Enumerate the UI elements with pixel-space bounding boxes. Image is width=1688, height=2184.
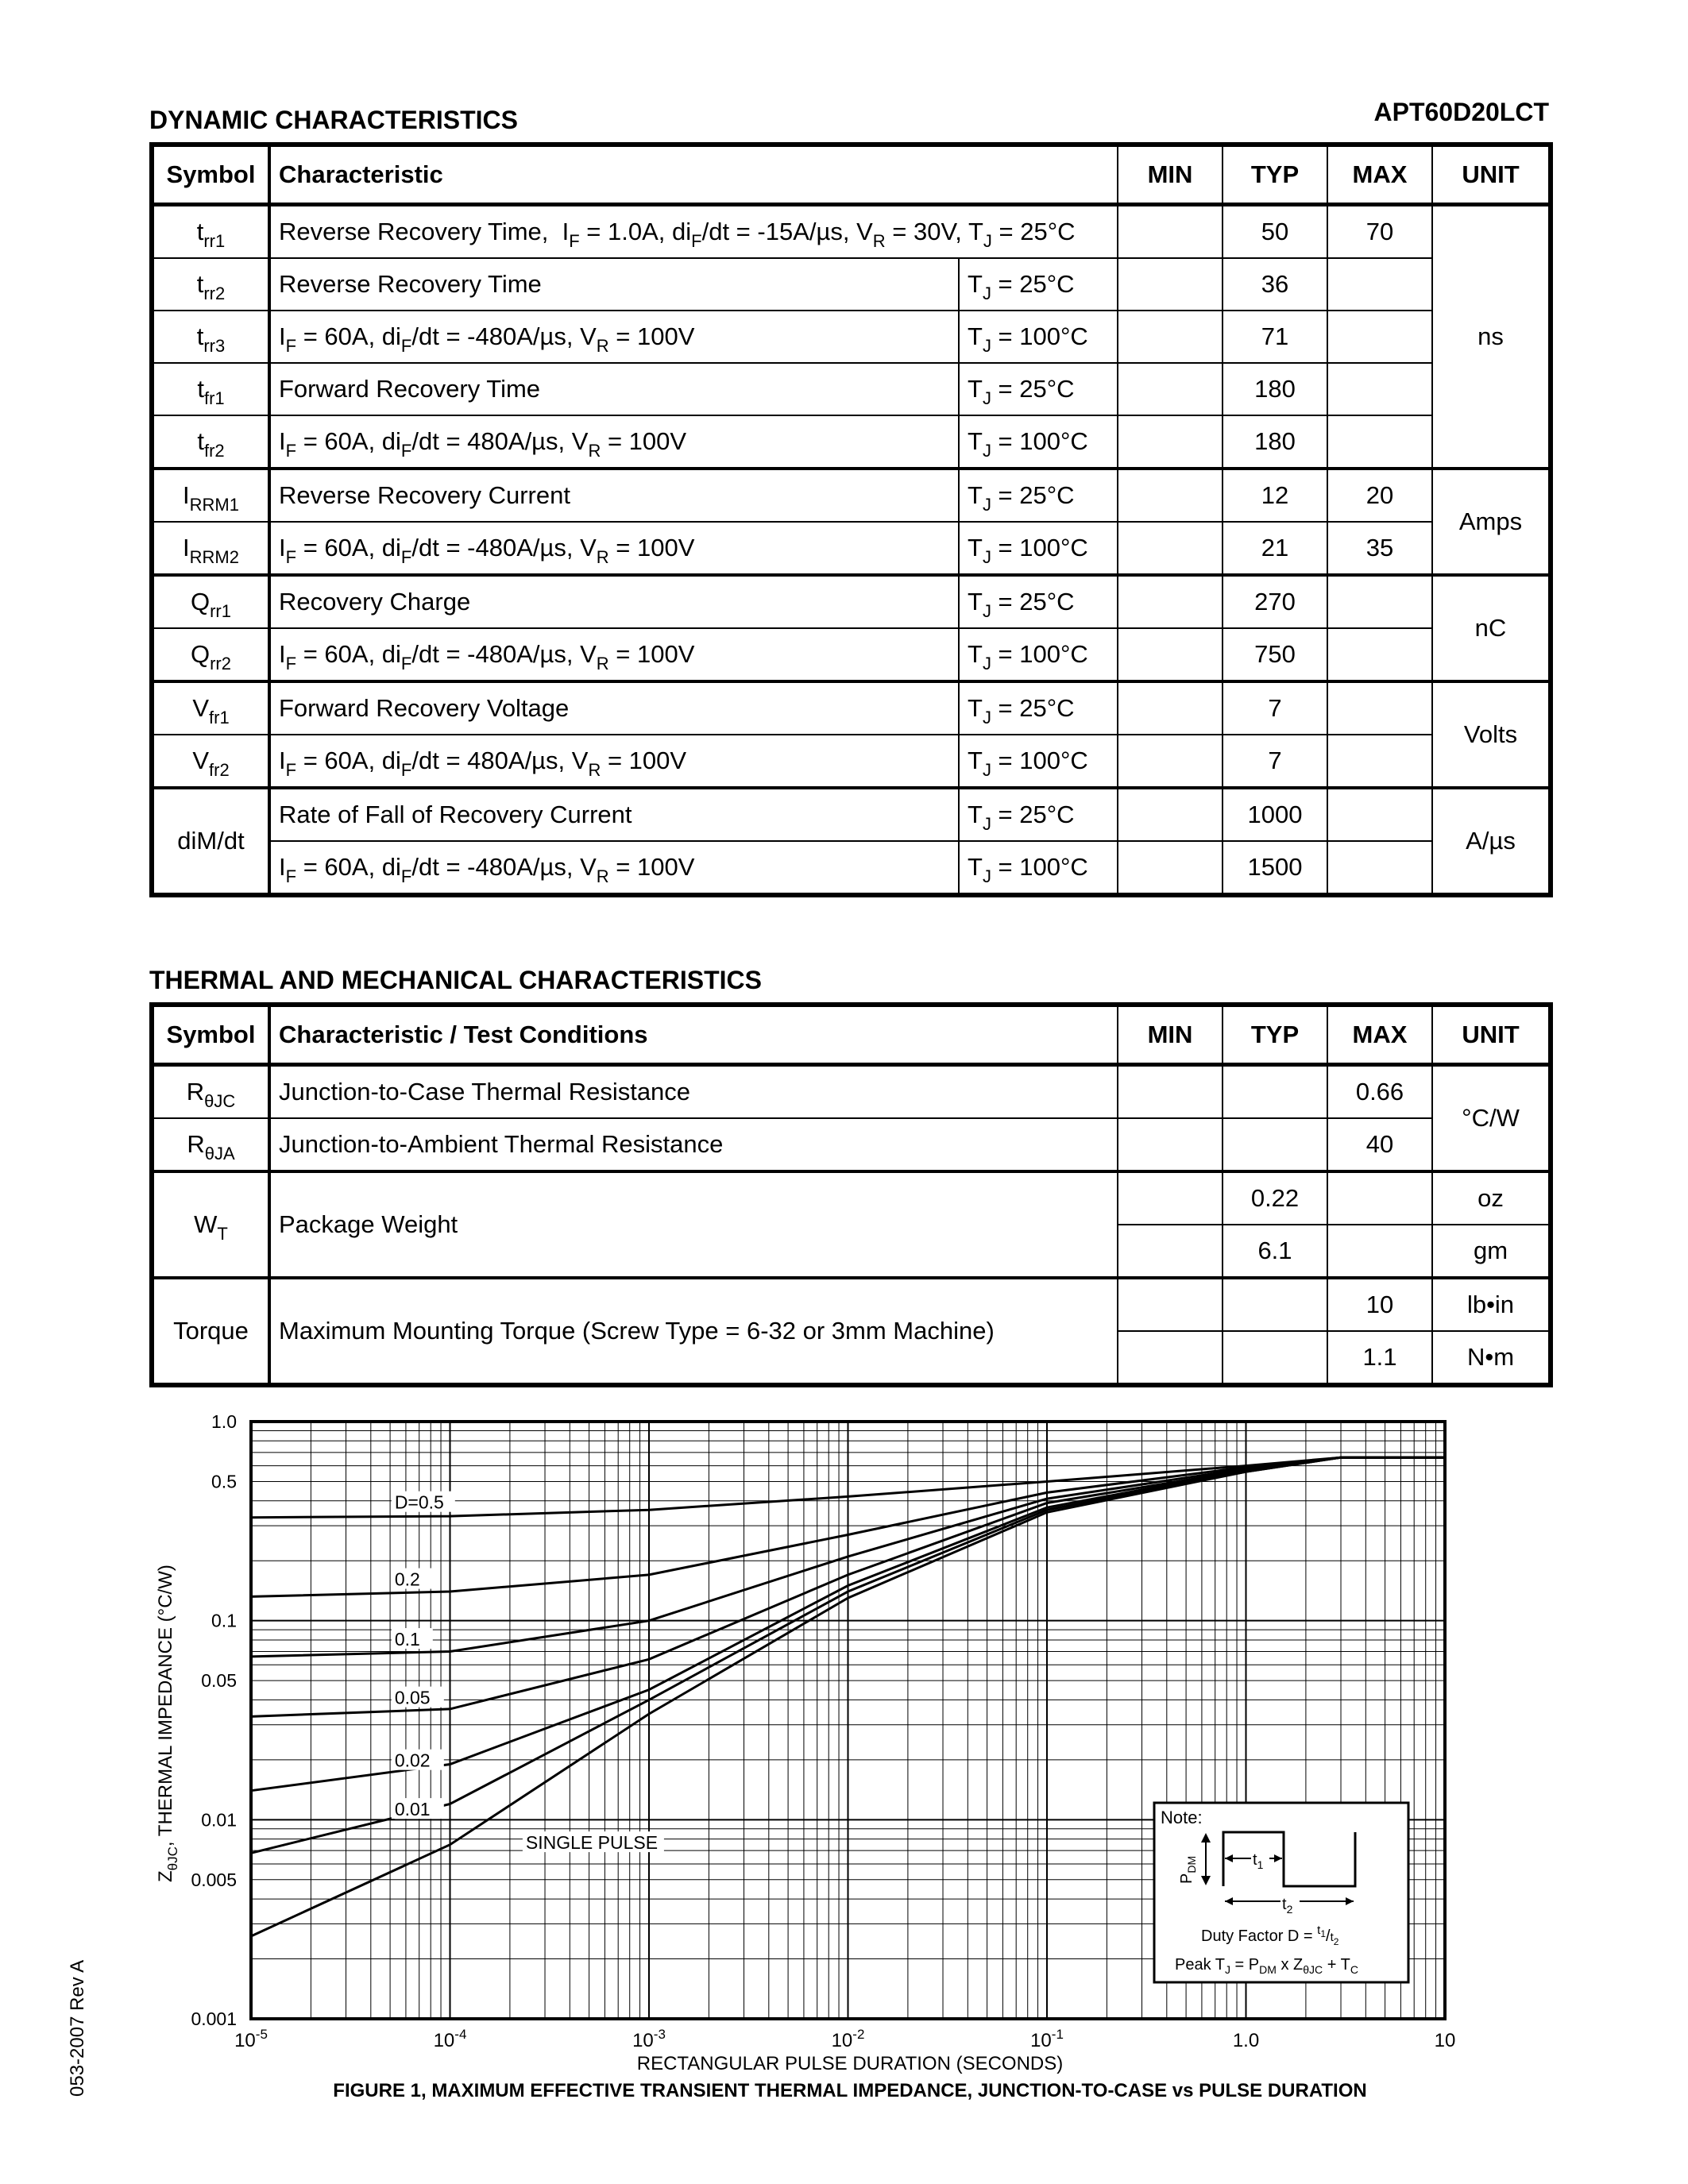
peak-tj-text: Peak $T_J = P_{DM}$ x $Z_{\theta JC} + T_C$ xyxy=(1175,1956,1358,1976)
y-axis-label-main: THERMAL IMPEDANCE (°C/W) xyxy=(155,1565,176,1837)
x-tick-label: 1.0 xyxy=(1232,2030,1260,2051)
characteristic-cell: Package Weight xyxy=(269,1171,1118,1278)
max-cell: 40 xyxy=(1327,1118,1432,1171)
part-number: APT60D20LCT xyxy=(1373,98,1549,126)
max-cell: 35 xyxy=(1327,522,1432,575)
col-unit: UNIT xyxy=(1432,1005,1551,1065)
series-label: 0.05 xyxy=(394,1687,431,1708)
typ-cell: 180 xyxy=(1223,363,1327,415)
symbol-cell: $V_{fr2}$ xyxy=(152,735,269,788)
unit-cell: N•m xyxy=(1432,1331,1551,1385)
t2-label: $t_2$ xyxy=(1282,1896,1293,1916)
col-symbol: Symbol xyxy=(152,145,269,205)
y-tick-label: 0.005 xyxy=(191,1869,237,1890)
typ-cell: 71 xyxy=(1223,311,1327,363)
condition-cell: $T_J = 25^\circ C$ xyxy=(959,469,1118,522)
condition-cell: $T_J = 25^\circ C$ xyxy=(959,258,1118,311)
typ-cell: 21 xyxy=(1223,522,1327,575)
symbol-cell: $t_{rr3}$ xyxy=(152,311,269,363)
series-label: 0.2 xyxy=(394,1569,420,1590)
typ-cell: 750 xyxy=(1223,628,1327,681)
typ-cell: 0.22 xyxy=(1223,1171,1327,1225)
col-max: MAX xyxy=(1327,145,1432,205)
unit-cell: Volts xyxy=(1432,681,1551,788)
characteristic-cell: Rate of Fall of Recovery Current xyxy=(269,788,959,841)
characteristic-cell: Maximum Mounting Torque (Screw Type = 6-32 or 3mm Machine) xyxy=(269,1278,1118,1385)
characteristic-cell: $I_F = 60A$, $di_F/dt = -480A/\mu s$, $V_R = 100V$ xyxy=(269,628,959,681)
unit-cell: lb•in xyxy=(1432,1278,1551,1331)
max-cell: 10 xyxy=(1327,1278,1432,1331)
x-tick-label: $10^{-4}$ xyxy=(433,2027,467,2051)
col-min: MIN xyxy=(1118,145,1223,205)
characteristic-cell: Junction-to-Ambient Thermal Resistance xyxy=(269,1118,1118,1171)
symbol-cell: $W_T$ xyxy=(152,1171,269,1278)
unit-cell: A/µs xyxy=(1432,788,1551,895)
unit-cell: oz xyxy=(1432,1171,1551,1225)
symbol-cell: $R_{\theta JA}$ xyxy=(152,1118,269,1171)
unit-cell: Amps xyxy=(1432,469,1551,575)
symbol-cell: $t_{fr2}$ xyxy=(152,415,269,469)
series-label: 0.02 xyxy=(394,1750,431,1771)
y-tick-label: 0.05 xyxy=(201,1670,237,1692)
pdm-label-text: $P_{DM}$ xyxy=(1178,1855,1198,1884)
typ-cell: 50 xyxy=(1223,205,1327,259)
section-title-thermal: THERMAL AND MECHANICAL CHARACTERISTICS xyxy=(149,966,762,994)
symbol-cell: $t_{rr2}$ xyxy=(152,258,269,311)
y-tick-label: 0.1 xyxy=(211,1610,237,1631)
symbol-cell: Torque xyxy=(152,1278,269,1385)
symbol-cell: $Q_{rr2}$ xyxy=(152,628,269,681)
condition-cell: $T_J = 25^\circ C$ xyxy=(959,363,1118,415)
x-tick-label: $10^{-3}$ xyxy=(632,2027,666,2051)
x-tick-label: 10 xyxy=(1434,2030,1456,2051)
characteristic-cell: $I_F = 60A$, $di_F/dt = -480A/\mu s$, $V_R = 100V$ xyxy=(269,841,959,895)
col-max: MAX xyxy=(1327,1005,1432,1065)
x-axis-label: RECTANGULAR PULSE DURATION (SECONDS) xyxy=(636,2053,1064,2074)
typ-cell: 6.1 xyxy=(1223,1225,1327,1278)
symbol-cell: $Q_{rr1}$ xyxy=(152,575,269,628)
y-tick-label: 0.01 xyxy=(201,1809,237,1831)
typ-cell: 12 xyxy=(1223,469,1327,522)
series-label: 0.01 xyxy=(394,1799,431,1820)
col-characteristic: Characteristic xyxy=(269,145,1118,205)
unit-cell: gm xyxy=(1432,1225,1551,1278)
characteristic-cell: Reverse Recovery Current xyxy=(269,469,959,522)
y-tick-label: 0.5 xyxy=(211,1471,237,1492)
duty-factor-text: Duty Factor $D = ^t_1/t_2$ xyxy=(1201,1924,1339,1947)
symbol-cell: $I_{RRM1}$ xyxy=(152,469,269,522)
max-cell: 20 xyxy=(1327,469,1432,522)
characteristic-cell: $I_F = 60A$, $di_F/dt = 480A/\mu s$, $V_R = 100V$ xyxy=(269,735,959,788)
characteristic-cell: Forward Recovery Voltage xyxy=(269,681,959,735)
col-symbol: Symbol xyxy=(152,1005,269,1065)
x-tick-label: $10^{-2}$ xyxy=(831,2027,865,2051)
note-title: Note: xyxy=(1161,1808,1203,1827)
max-cell: 0.66 xyxy=(1327,1065,1432,1119)
typ-cell: 180 xyxy=(1223,415,1327,469)
series-label: 0.1 xyxy=(394,1629,420,1650)
characteristic-cell: $I_F = 60A$, $di_F/dt = -480A/\mu s$, $V_R = 100V$ xyxy=(269,311,959,363)
characteristic-cell: Reverse Recovery Time, $I_F = 1.0A$, $di_F/dt = -15A/\mu s$, $V_R = 30V$, $T_J = 25^\circ C$ xyxy=(269,205,1118,259)
condition-cell: $T_J = 100^\circ C$ xyxy=(959,735,1118,788)
condition-cell: $T_J = 100^\circ C$ xyxy=(959,311,1118,363)
t1-label: $t_1$ xyxy=(1253,1851,1264,1871)
typ-cell: 1500 xyxy=(1223,841,1327,895)
typ-cell: 1000 xyxy=(1223,788,1327,841)
condition-cell: $T_J = 25^\circ C$ xyxy=(959,575,1118,628)
condition-cell: $T_J = 100^\circ C$ xyxy=(959,628,1118,681)
max-cell: 1.1 xyxy=(1327,1331,1432,1385)
symbol-cell: $R_{\theta JC}$ xyxy=(152,1065,269,1119)
typ-cell: 7 xyxy=(1223,735,1327,788)
characteristic-cell: Forward Recovery Time xyxy=(269,363,959,415)
col-min: MIN xyxy=(1118,1005,1223,1065)
series-label: D=0.5 xyxy=(394,1491,444,1513)
section-title-dynamic: DYNAMIC CHARACTERISTICS xyxy=(149,106,518,134)
condition-cell: $T_J = 100^\circ C$ xyxy=(959,415,1118,469)
unit-cell: °C/W xyxy=(1432,1065,1551,1172)
characteristic-cell: $I_F = 60A$, $di_F/dt = -480A/\mu s$, $V_R = 100V$ xyxy=(269,522,959,575)
col-unit: UNIT xyxy=(1432,145,1551,205)
symbol-cell: $I_{RRM2}$ xyxy=(152,522,269,575)
typ-cell: 270 xyxy=(1223,575,1327,628)
col-characteristic: Characteristic / Test Conditions xyxy=(269,1005,1118,1065)
y-tick-label: 1.0 xyxy=(211,1411,237,1432)
series-label: SINGLE PULSE xyxy=(525,1832,659,1854)
figure-caption: FIGURE 1, MAXIMUM EFFECTIVE TRANSIENT THERMAL IMPEDANCE, JUNCTION-TO-CASE vs PULSE DURATION xyxy=(333,2080,1367,2101)
condition-cell: $T_J = 25^\circ C$ xyxy=(959,788,1118,841)
col-typ: TYP xyxy=(1223,1005,1327,1065)
symbol-cell: $t_{fr1}$ xyxy=(152,363,269,415)
x-tick-label: $10^{-1}$ xyxy=(1030,2027,1064,2051)
y-axis-label-text: $Z_{\theta JC}$, THERMAL IMPEDANCE (°C/W) xyxy=(155,1565,180,1882)
symbol-cell: $V_{fr1}$ xyxy=(152,681,269,735)
characteristic-cell: Reverse Recovery Time xyxy=(269,258,959,311)
x-tick-label: $10^{-5}$ xyxy=(234,2027,268,2051)
y-tick-label: 0.001 xyxy=(191,2008,237,2029)
symbol-cell: diM/dt xyxy=(152,788,269,895)
characteristic-cell: Recovery Charge xyxy=(269,575,959,628)
unit-cell: nC xyxy=(1432,575,1551,681)
max-cell: 70 xyxy=(1327,205,1432,259)
condition-cell: $T_J = 100^\circ C$ xyxy=(959,522,1118,575)
condition-cell: $T_J = 25^\circ C$ xyxy=(959,681,1118,735)
note-box xyxy=(1154,1803,1408,1982)
col-typ: TYP xyxy=(1223,145,1327,205)
symbol-cell: $t_{rr1}$ xyxy=(152,205,269,259)
characteristic-cell: $I_F = 60A$, $di_F/dt = 480A/\mu s$, $V_R = 100V$ xyxy=(269,415,959,469)
revision-label: 053-2007 Rev A xyxy=(67,1959,88,2097)
y-axis-label xyxy=(155,1565,180,1882)
typ-cell: 36 xyxy=(1223,258,1327,311)
typ-cell: 7 xyxy=(1223,681,1327,735)
unit-cell: ns xyxy=(1432,205,1551,469)
characteristic-cell: Junction-to-Case Thermal Resistance xyxy=(269,1065,1118,1119)
condition-cell: $T_J = 100^\circ C$ xyxy=(959,841,1118,895)
